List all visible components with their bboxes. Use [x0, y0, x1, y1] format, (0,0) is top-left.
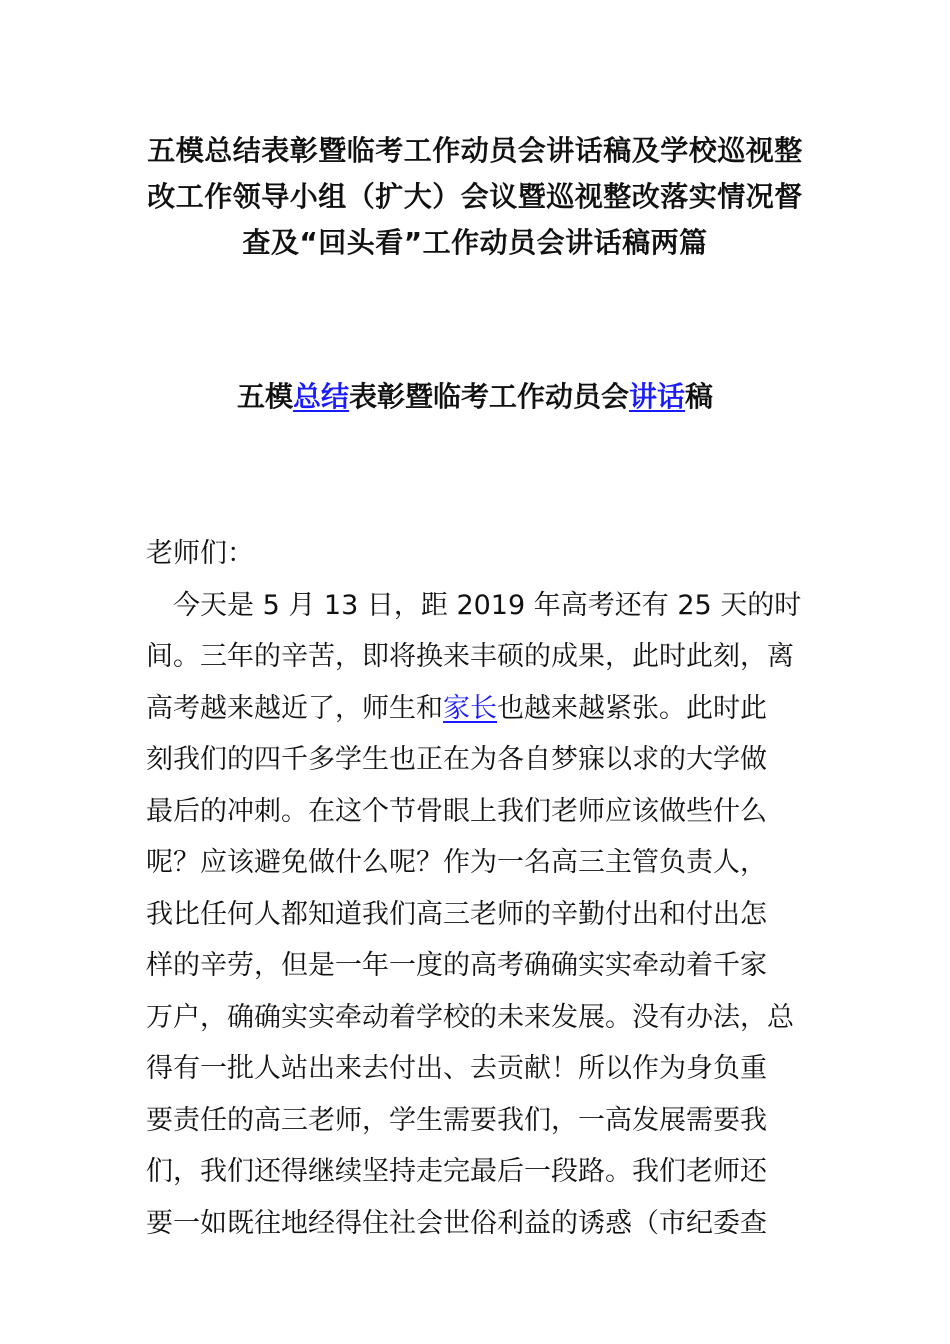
section-heading — [140, 374, 810, 420]
document-title — [140, 128, 810, 266]
line-text: 也越来越紧张。此时此 — [497, 692, 767, 724]
greeting: 老师们： — [146, 538, 254, 569]
line-text: 高考越来越近了，师生和 — [146, 692, 443, 724]
paragraph-line: 刻我们的四千多学生也正在为各自梦寐以求的大学做 — [146, 744, 767, 775]
paragraph-line: 万户，确确实实牵动着学校的未来发展。没有办法，总 — [146, 1001, 794, 1033]
paragraph-line: 最后的冲刺。在这个节骨眼上我们老师应该做些什么 — [146, 795, 767, 827]
paragraph-line: 得有一批人站出来去付出、去贡献！所以作为身负重 — [146, 1053, 767, 1084]
paragraph-line: 们，我们还得继续坚持走完最后一段路。我们老师还 — [146, 1156, 767, 1187]
paragraph-line: 呢？应该避免做什么呢？作为一名高三主管负责人， — [146, 847, 767, 878]
heading-text: 五模 — [236, 380, 293, 413]
title-line: 五模总结表彰暨临考工作动员会讲话稿及学校巡视整 — [147, 134, 803, 167]
heading-text: 稿 — [685, 380, 714, 413]
link-summary[interactable]: 总结 — [292, 380, 349, 413]
paragraph-line: 我比任何人都知道我们高三老师的辛勤付出和付出怎 — [146, 898, 767, 930]
title-line: 改工作领导小组（扩大）会议暨巡视整改落实情况督 — [147, 180, 803, 213]
link-parents[interactable]: 家长 — [443, 692, 497, 724]
paragraph-line: 间。三年的辛苦，即将换来丰硕的成果，此时此刻，离 — [146, 641, 794, 672]
paragraph-line: 要一如既往地经得住社会世俗利益的诱惑（市纪委查 — [146, 1207, 767, 1239]
paragraph-line: 样的辛劳，但是一年一度的高考确确实实牵动着千家 — [146, 950, 767, 981]
title-line: 查及“回头看”工作动员会讲话稿两篇 — [242, 226, 708, 259]
heading-text: 表彰暨临考工作动员会 — [348, 380, 629, 413]
paragraph-line: 要责任的高三老师，学生需要我们，一高发展需要我 — [146, 1104, 767, 1136]
link-speech[interactable]: 讲话 — [629, 380, 686, 413]
paragraph-line: 今天是 5 月 13 日，距 2019 年高考还有 25 天的时 — [146, 589, 802, 621]
paragraph-line — [146, 683, 806, 735]
body-text — [146, 528, 806, 1249]
